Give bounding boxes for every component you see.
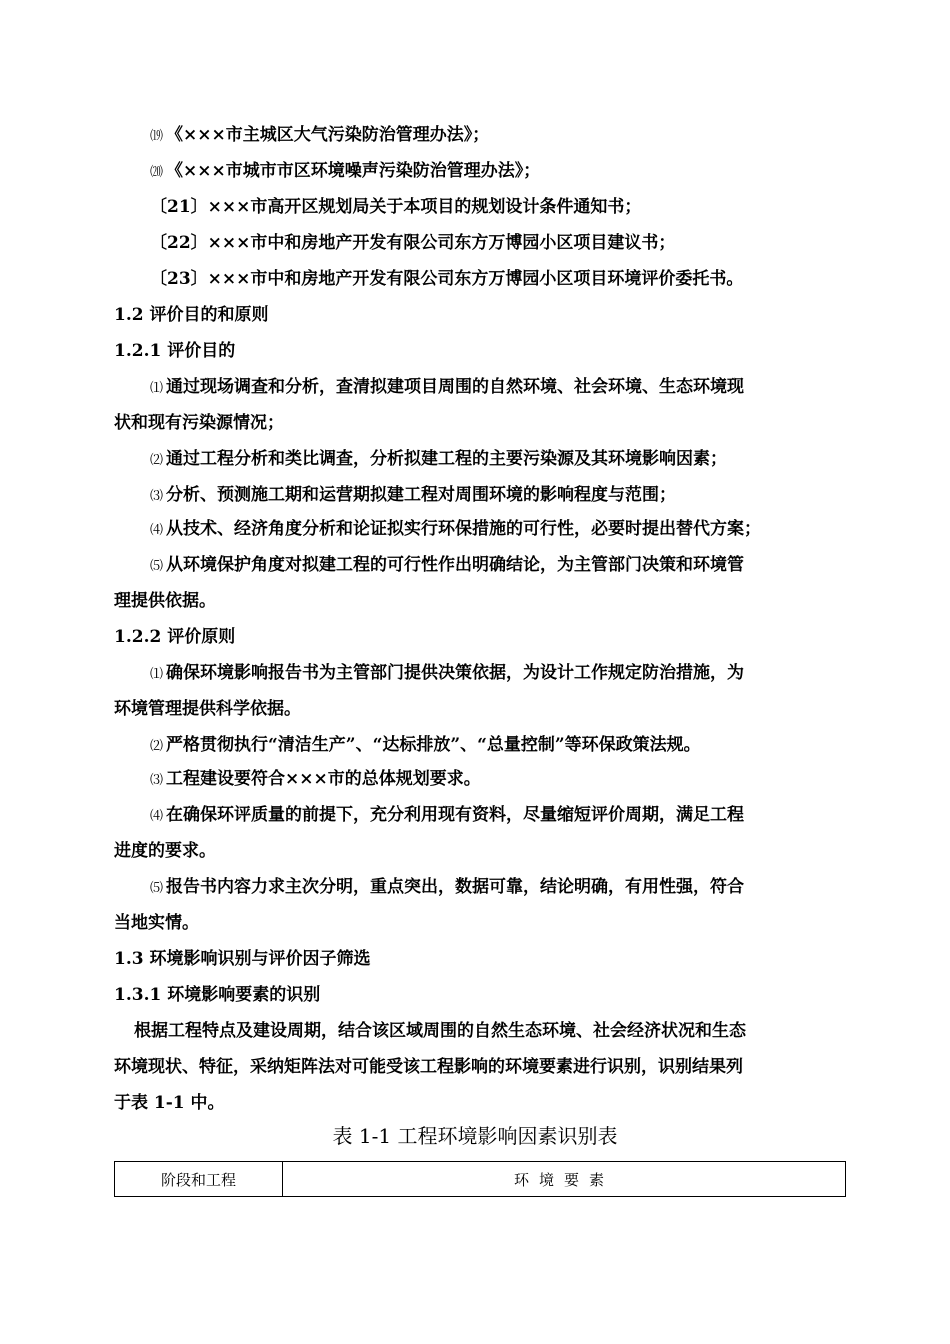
item-number: ⑷ (150, 523, 164, 538)
paragraph-line-1: 根据工程特点及建设周期，结合该区域周围的自然生态环境、社会经济状况和生态 (134, 1021, 746, 1041)
item-text: 严格贯彻执行“清洁生产”、“达标排放”、“总量控制”等环保政策法规。 (166, 735, 701, 755)
table-header-row (115, 1162, 846, 1197)
principle-item-5-cont: 当地实情。 (114, 913, 199, 933)
reference-20 (150, 159, 540, 185)
purpose-item-5 (150, 553, 744, 579)
reference-19 (150, 123, 489, 149)
reference-21 (150, 195, 641, 219)
reference-23 (150, 267, 743, 291)
reference-text: 《×××市主城区大气污染防治管理办法》； (166, 125, 490, 145)
identification-table (114, 1161, 846, 1197)
item-number: ⒆ (150, 129, 164, 144)
reference-text: 〔23〕×××市中和房地产开发有限公司东方万博园小区项目环境评价委托书。 (150, 269, 744, 289)
item-number: ⒇ (150, 165, 164, 180)
item-number: ⑶ (150, 489, 164, 504)
item-number: ⑴ (150, 381, 164, 396)
item-text: 工程建设要符合×××市的总体规划要求。 (166, 769, 481, 789)
item-number: ⑵ (150, 739, 164, 754)
reference-text: 〔21〕×××市高开区规划局关于本项目的规划设计条件通知书； (150, 197, 642, 217)
item-text: 通过现场调查和分析，查清拟建项目周围的自然环境、社会环境、生态环境现 (166, 377, 745, 397)
item-text: 分析、预测施工期和运营期拟建工程对周围环境的影响程度与范围； (166, 485, 677, 505)
paragraph-line-2: 环境现状、特征，采纳矩阵法对可能受该工程影响的环境要素进行识别，识别结果列 (114, 1057, 743, 1077)
section-heading-1-3: 1.3 环境影响识别与评价因子筛选 (114, 949, 371, 969)
item-number: ⑶ (150, 773, 164, 788)
section-heading-1-2-2: 1.2.2 评价原则 (114, 627, 236, 647)
item-text: 从技术、经济角度分析和论证拟实行环保措施的可行性，必要时提出替代方案； (166, 519, 762, 539)
purpose-item-2 (150, 447, 727, 473)
item-text: 在确保环评质量的前提下，充分利用现有资料，尽量缩短评价周期，满足工程 (166, 805, 745, 825)
principle-item-1-cont: 环境管理提供科学依据。 (114, 699, 301, 719)
principle-item-4 (150, 803, 744, 829)
item-number: ⑸ (150, 559, 164, 574)
principle-item-2 (150, 733, 701, 759)
item-number: ⑸ (150, 881, 164, 896)
reference-text: 〔22〕×××市中和房地产开发有限公司东方万博园小区项目建议书； (150, 233, 676, 253)
purpose-item-4 (150, 517, 761, 543)
item-text: 从环境保护角度对拟建工程的可行性作出明确结论，为主管部门决策和环境管 (166, 555, 745, 575)
principle-item-4-cont: 进度的要求。 (114, 841, 216, 861)
item-number: ⑴ (150, 667, 164, 682)
section-heading-1-3-1: 1.3.1 环境影响要素的识别 (114, 985, 321, 1005)
purpose-item-3 (150, 483, 676, 509)
principle-item-5 (150, 875, 744, 901)
reference-22 (150, 231, 675, 255)
principle-item-1 (150, 661, 744, 687)
item-number: ⑷ (150, 809, 164, 824)
principle-item-3 (150, 767, 481, 793)
section-heading-1-2-1: 1.2.1 评价目的 (114, 341, 236, 361)
purpose-item-1 (150, 375, 744, 401)
reference-text: 《×××市城市市区环境噪声污染防治管理办法》； (166, 161, 541, 181)
item-number: ⑵ (150, 453, 164, 468)
purpose-item-5-cont: 理提供依据。 (114, 591, 216, 611)
header-cell-elements: 环境要素 (283, 1162, 846, 1197)
item-text: 报告书内容力求主次分明，重点突出，数据可靠，结论明确，有用性强，符合 (166, 877, 745, 897)
item-text: 通过工程分析和类比调查，分析拟建工程的主要污染源及其环境影响因素； (166, 449, 728, 469)
purpose-item-1-cont: 状和现有污染源情况； (114, 413, 284, 433)
table-caption: 表 1-1 工程环境影响因素识别表 (332, 1124, 618, 1148)
section-heading-1-2: 1.2 评价目的和原则 (114, 305, 269, 325)
paragraph-line-3: 于表 1-1 中。 (114, 1093, 225, 1113)
item-text: 确保环境影响报告书为主管部门提供决策依据，为设计工作规定防治措施，为 (166, 663, 745, 683)
header-cell-stage: 阶段和工程 (115, 1162, 283, 1197)
